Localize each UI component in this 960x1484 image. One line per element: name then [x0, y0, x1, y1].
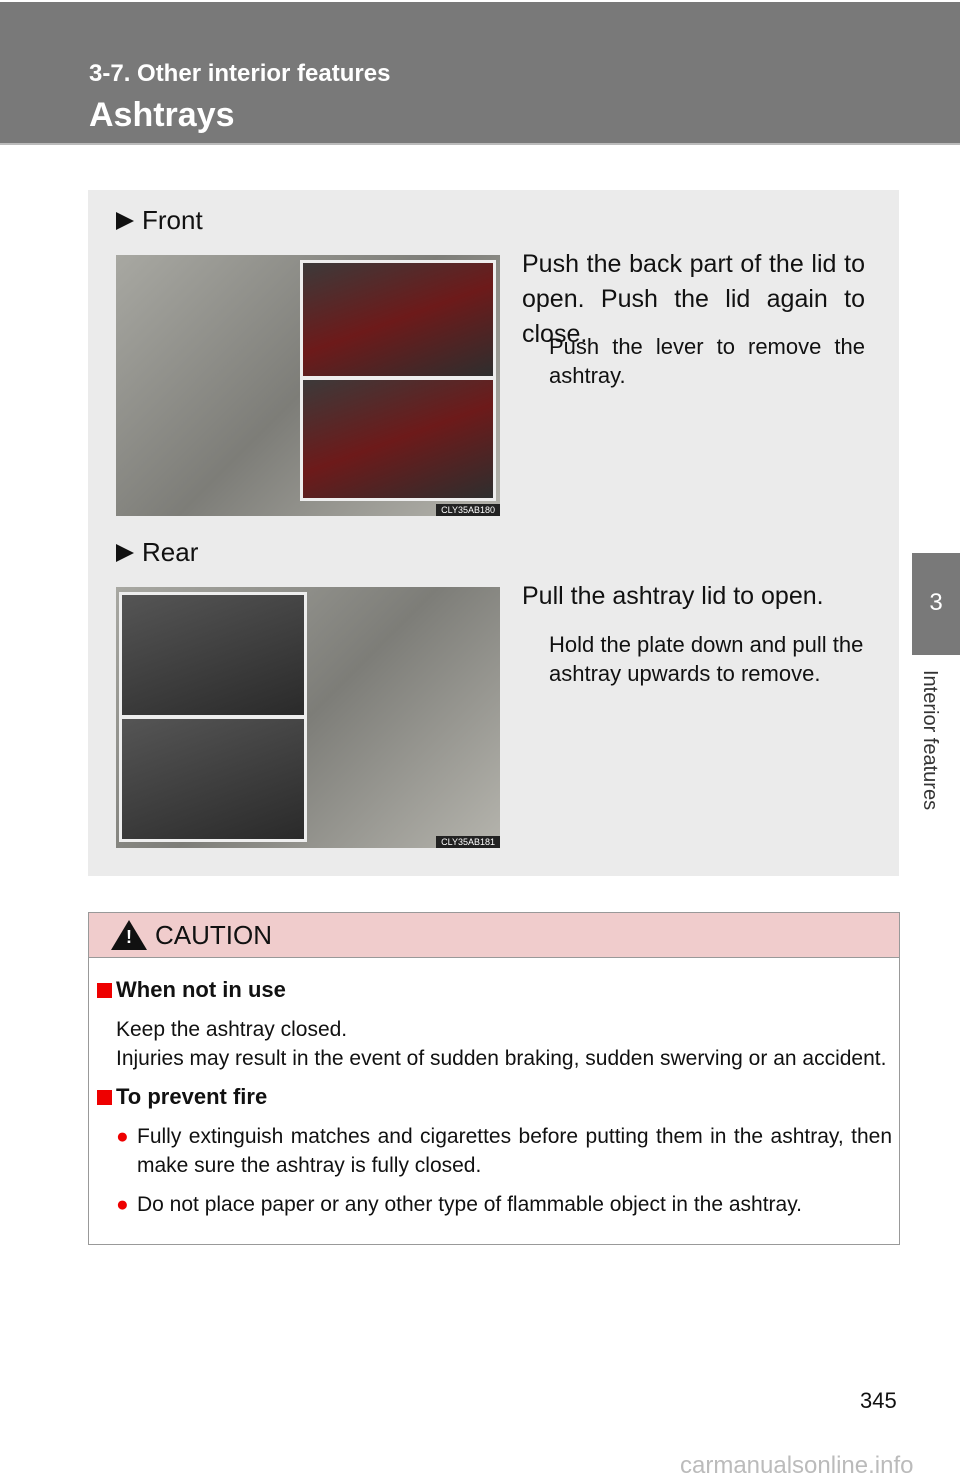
- page-number: 345: [860, 1388, 897, 1413]
- caution-heading: [97, 977, 286, 1003]
- rear-label: Rear: [142, 537, 199, 567]
- bullet-icon: ●: [116, 1193, 129, 1216]
- page-header: [0, 2, 960, 145]
- front-inset-bottom: [300, 377, 496, 501]
- rear-inset-top: [119, 592, 307, 718]
- caution-bullet: Fully extinguish matches and cigarettes before putting them in the ashtray, then make sure the ashtray is fully closed.: [137, 1125, 892, 1177]
- section-title: 3-7. Other interior features: [89, 60, 391, 87]
- page-title: Ashtrays: [89, 96, 235, 134]
- caution-text: Keep the ashtray closed.: [116, 1018, 348, 1041]
- caution-heading: [97, 1084, 267, 1110]
- front-heading: [116, 205, 203, 236]
- image-code: CLY35AB180: [436, 504, 500, 516]
- caution-text: Injuries may result in the event of sudden braking, sudden swerving or an accident.: [116, 1047, 887, 1070]
- square-bullet-icon: [97, 983, 112, 998]
- rear-sub-instruction: Hold the plate down and pull the ashtray upwards to remove.: [549, 632, 864, 686]
- caution-box: [88, 912, 900, 1245]
- warning-icon: !: [111, 920, 147, 950]
- chapter-tab[interactable]: 3: [912, 553, 960, 655]
- heading-text: When not in use: [116, 977, 286, 1002]
- rear-heading: [116, 537, 198, 568]
- front-sub-instruction: Push the lever to remove the ashtray.: [549, 334, 865, 388]
- front-inset-top: [300, 260, 496, 379]
- watermark: carmanualsonline.info: [680, 1452, 914, 1479]
- caution-title: CAUTION: [155, 919, 272, 950]
- triangle-icon: [116, 544, 134, 562]
- rear-instruction: Pull the ashtray lid to open.: [522, 582, 824, 610]
- rear-ashtray-image: [116, 587, 500, 848]
- caution-header: [89, 913, 899, 958]
- bullet-icon: ●: [116, 1125, 129, 1148]
- front-instruction: Push the back part of the lid to open. Push the lid again to close.: [522, 250, 865, 348]
- image-code: CLY35AB181: [436, 836, 500, 848]
- illustration-panel: [88, 190, 899, 876]
- rear-inset-bottom: [119, 716, 307, 842]
- front-label: Front: [142, 205, 203, 235]
- front-ashtray-image: [116, 255, 500, 516]
- square-bullet-icon: [97, 1090, 112, 1105]
- heading-text: To prevent fire: [116, 1084, 268, 1109]
- caution-bullet: Do not place paper or any other type of flammable object in the ashtray.: [137, 1193, 802, 1216]
- triangle-icon: [116, 212, 134, 230]
- chapter-label: Interior features: [919, 670, 941, 811]
